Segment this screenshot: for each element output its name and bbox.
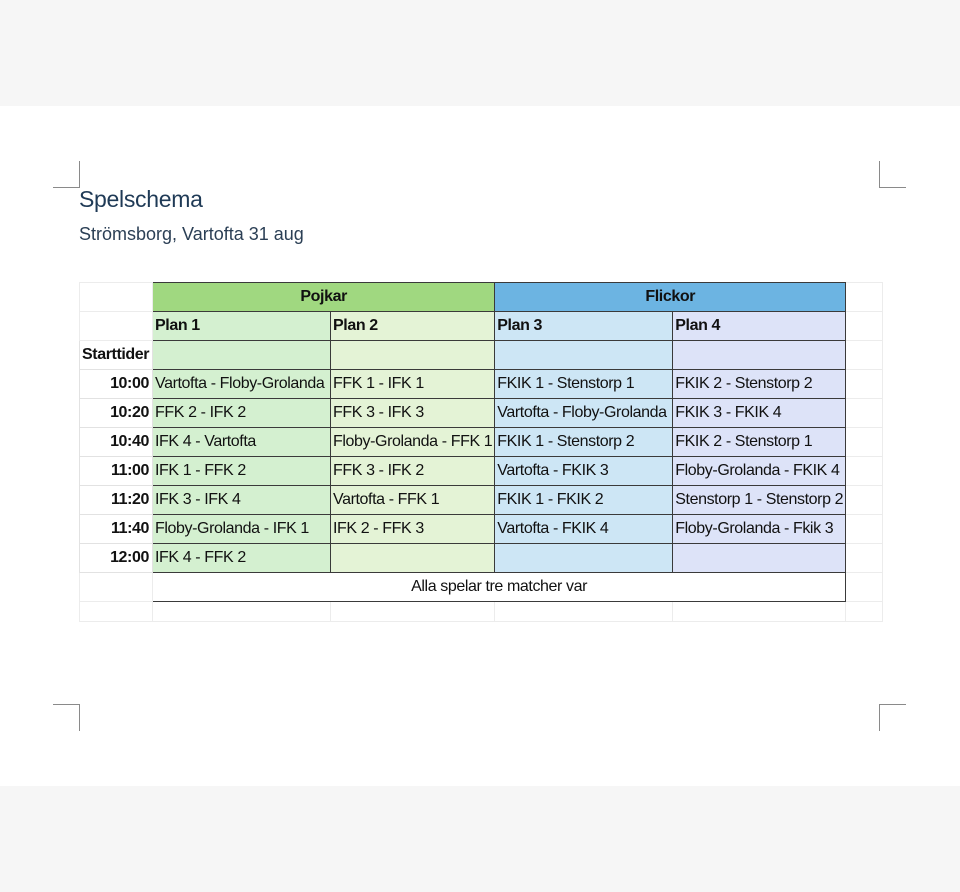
empty-cell	[846, 515, 883, 544]
start-time: 10:00	[80, 370, 153, 399]
match-plan-3: Vartofta - Floby-Grolanda	[495, 399, 673, 428]
table-row	[80, 370, 883, 399]
schedule-table	[79, 282, 883, 622]
plan-header-3: Plan 3	[495, 312, 673, 341]
match-plan-2	[331, 544, 495, 573]
empty-cell	[80, 312, 153, 341]
start-times-label: Starttider	[80, 341, 153, 370]
match-plan-3: FKIK 1 - Stenstorp 1	[495, 370, 673, 399]
empty-cell	[80, 573, 153, 602]
match-plan-2: IFK 2 - FFK 3	[331, 515, 495, 544]
match-plan-3: Vartofta - FKIK 3	[495, 457, 673, 486]
group-header-row	[80, 283, 883, 312]
empty-cell	[331, 602, 495, 622]
match-plan-2: FFK 3 - IFK 2	[331, 457, 495, 486]
empty-cell	[846, 283, 883, 312]
match-plan-1: IFK 4 - Vartofta	[153, 428, 331, 457]
group-header-boys: Pojkar	[153, 283, 495, 312]
empty-cell	[846, 341, 883, 370]
start-time: 10:20	[80, 399, 153, 428]
match-plan-2: Vartofta - FFK 1	[331, 486, 495, 515]
plan-header-row	[80, 312, 883, 341]
margin-corner-top-left	[53, 161, 80, 188]
start-time: 11:20	[80, 486, 153, 515]
blank-grid-row	[80, 602, 883, 622]
margin-corner-bottom-right	[879, 704, 906, 731]
match-plan-1: IFK 1 - FFK 2	[153, 457, 331, 486]
empty-cell	[153, 602, 331, 622]
margin-corner-bottom-left	[53, 704, 80, 731]
empty-cell	[846, 428, 883, 457]
empty-cell	[80, 283, 153, 312]
plan-header-4: Plan 4	[673, 312, 846, 341]
empty-cell	[846, 544, 883, 573]
match-plan-4: FKIK 2 - Stenstorp 1	[673, 428, 846, 457]
empty-cell	[846, 457, 883, 486]
schedule-cell	[673, 341, 846, 370]
empty-cell	[846, 486, 883, 515]
match-plan-4: FKIK 2 - Stenstorp 2	[673, 370, 846, 399]
table-row	[80, 457, 883, 486]
match-plan-1: FFK 2 - IFK 2	[153, 399, 331, 428]
empty-cell	[846, 399, 883, 428]
match-plan-2: FFK 1 - IFK 1	[331, 370, 495, 399]
note-row	[80, 573, 883, 602]
table-row	[80, 515, 883, 544]
margin-corner-top-right	[879, 161, 906, 188]
match-plan-2: FFK 3 - IFK 3	[331, 399, 495, 428]
empty-cell	[80, 602, 153, 622]
match-plan-2: Floby-Grolanda - FFK 1	[331, 428, 495, 457]
empty-cell	[673, 602, 846, 622]
table-row	[80, 428, 883, 457]
start-time: 12:00	[80, 544, 153, 573]
document-subtitle: Strömsborg, Vartofta 31 aug	[79, 224, 304, 244]
table-row	[80, 544, 883, 573]
start-time: 11:40	[80, 515, 153, 544]
schedule-cell	[331, 341, 495, 370]
empty-cell	[846, 370, 883, 399]
match-plan-4: Stenstorp 1 - Stenstorp 2	[673, 486, 846, 515]
document-title: Spelschema	[79, 186, 203, 212]
start-time: 10:40	[80, 428, 153, 457]
match-plan-4	[673, 544, 846, 573]
match-plan-4: Floby-Grolanda - FKIK 4	[673, 457, 846, 486]
empty-cell	[495, 602, 673, 622]
match-plan-3	[495, 544, 673, 573]
schedule-cell	[153, 341, 331, 370]
document-page	[0, 106, 960, 786]
plan-header-2: Plan 2	[331, 312, 495, 341]
start-time: 11:00	[80, 457, 153, 486]
empty-cell	[846, 312, 883, 341]
match-plan-3: FKIK 1 - FKIK 2	[495, 486, 673, 515]
start-label-row	[80, 341, 883, 370]
match-plan-1: IFK 3 - IFK 4	[153, 486, 331, 515]
match-plan-3: Vartofta - FKIK 4	[495, 515, 673, 544]
schedule-note: Alla spelar tre matcher var	[153, 573, 846, 602]
plan-header-1: Plan 1	[153, 312, 331, 341]
empty-cell	[846, 602, 883, 622]
match-plan-4: Floby-Grolanda - Fkik 3	[673, 515, 846, 544]
match-plan-3: FKIK 1 - Stenstorp 2	[495, 428, 673, 457]
match-plan-1: IFK 4 - FFK 2	[153, 544, 331, 573]
table-row	[80, 486, 883, 515]
match-plan-1: Vartofta - Floby-Grolanda	[153, 370, 331, 399]
group-header-girls: Flickor	[495, 283, 846, 312]
schedule-cell	[495, 341, 673, 370]
empty-cell	[846, 573, 883, 602]
match-plan-4: FKIK 3 - FKIK 4	[673, 399, 846, 428]
match-plan-1: Floby-Grolanda - IFK 1	[153, 515, 331, 544]
table-row	[80, 399, 883, 428]
